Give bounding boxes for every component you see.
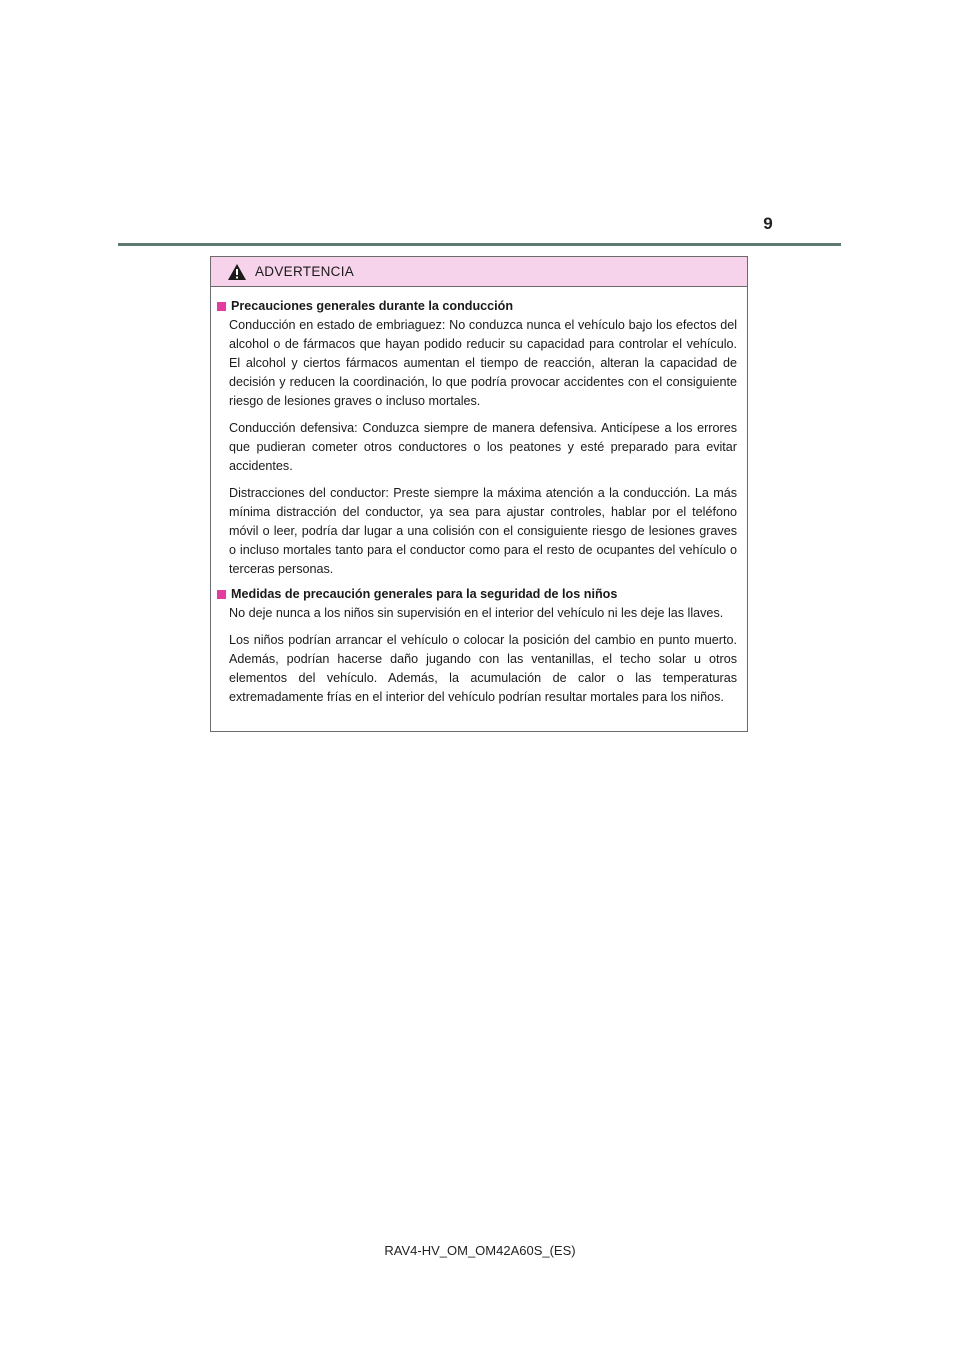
paragraph: Los niños podrían arrancar el vehículo o colocar la posición del cambio en punto muerto. Además, podrían hacerse daño jugando con las ventanillas, el techo solar u otros elementos del vehículo. Además, la acumulación de calor o las temperaturas extremadamente frías en el interior del vehículo podrían resultar mortales para los niños. [229, 633, 737, 704]
paragraph: Conducción en estado de embriaguez: No conduzca nunca el vehículo bajo los efectos del alcohol o de fármacos que hayan podido reducir su capacidad para controlar el vehículo. El alcohol y ciertos fármacos aumentan el tiempo de reacción, alteran la capacidad de decisión y reducen la coordinación, lo que podría provocar accidentes con el consiguiente riesgo de lesiones graves o incluso mortales. [229, 318, 737, 408]
warning-box [210, 256, 748, 732]
header-rule [118, 243, 841, 246]
paragraph: Conducción defensiva: Conduzca siempre de manera defensiva. Anticípese a los errores que pudieran cometer otros conductores o los peatones y esté preparado para evitar accidentes. [229, 421, 737, 473]
section-heading [217, 585, 737, 604]
warning-triangle-icon [227, 263, 247, 281]
warning-title: ADVERTENCIA [255, 264, 355, 279]
footer-document-code: RAV4-HV_OM_OM42A60S_(ES) [384, 1243, 576, 1258]
page-number: 9 [763, 214, 773, 233]
warning-body [211, 287, 747, 715]
paragraph: No deje nunca a los niños sin supervisión en el interior del vehículo ni les deje las llaves. [229, 606, 724, 620]
warning-header [211, 257, 747, 287]
paragraph: Distracciones del conductor: Preste siempre la máxima atención a la conducción. La más mínima distracción del conductor, ya sea para ajustar controles, hablar por el teléfono móvil o leer, podría dar lugar a una colisión con el consiguiente riesgo de lesiones graves o incluso mortales tanto para el conductor como para el resto de ocupantes del vehículo o terceras personas. [229, 486, 737, 576]
section-heading-text: Precauciones generales durante la conducción [231, 299, 514, 313]
section-heading-text: Medidas de precaución generales para la seguridad de los niños [231, 587, 618, 601]
bullet-square-icon [217, 302, 226, 311]
bullet-square-icon [217, 590, 226, 599]
section-heading [217, 297, 737, 316]
